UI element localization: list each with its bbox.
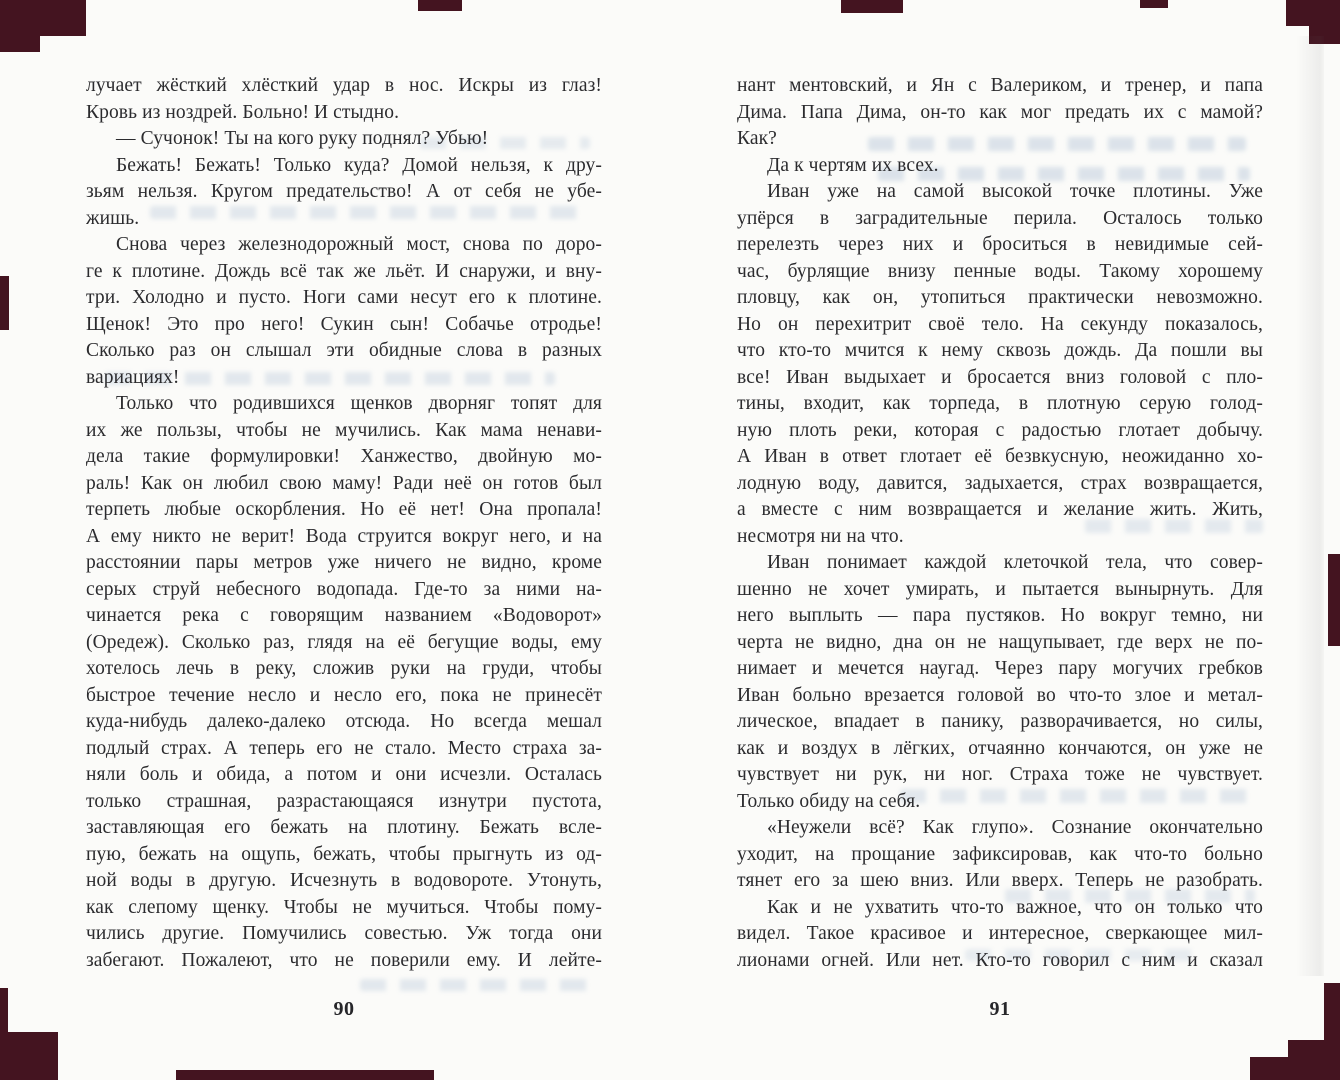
text-line: пую, бежать на ощупь, бежать, чтобы прыгнуть из од-	[86, 843, 602, 865]
scan-background-mark	[0, 34, 40, 52]
scan-background-mark	[1286, 0, 1340, 26]
text-line: Снова через железнодорожный мост, снова по доро-	[116, 234, 602, 255]
text-line: Щенок! Это про него! Сукин сын! Собачье отродье!	[86, 313, 602, 335]
scan-background-mark	[1328, 554, 1340, 646]
text-line: раль! Как он любил свою маму! Ради неё он готов был	[86, 472, 602, 494]
page-edge-shading	[1296, 36, 1324, 976]
text-line: несмотря ни на что.	[737, 525, 904, 547]
text-line: «Неужели всё? Как глупо». Сознание окончательно	[767, 817, 1263, 838]
text-line: что кто-то мчится к нему сквозь дождь. Да пошли вы	[737, 340, 1263, 361]
text-line: дела такие формулировки! Ханжество, двойную мо-	[86, 446, 602, 467]
text-line: серых струй небесного водопада. Где-то за ними на-	[86, 578, 602, 600]
text-line: (Оредеж). Сколько раз, глядя на её бегущие воды, ему	[86, 631, 602, 653]
scan-background-mark	[0, 276, 9, 330]
text-line: Иван понимает каждой клеточкой тела, что совер-	[767, 552, 1263, 573]
text-line: зьям нельзя. Кругом предательство! А от себя не убе-	[86, 181, 602, 202]
text-line: Да к чертям их всех.	[767, 154, 939, 176]
text-line: него выплыть — пара пустяков. Но вокруг темно, ни	[737, 605, 1263, 626]
text-line: как слепому щенку. Чтобы не мучиться. Чтобы пому-	[86, 896, 602, 918]
text-line: жишь.	[86, 207, 140, 229]
text-line: перелезть через них и броситься в невидимые сей-	[737, 234, 1263, 255]
page-number-left: 90	[333, 998, 355, 1020]
text-line: упёрся в заградительные перила. Осталось только	[737, 207, 1263, 229]
text-line: Но он перехитрит своё тело. На секунду показалось,	[737, 313, 1263, 335]
text-line: видел. Такое красивое и интересное, сверкающее мил-	[737, 923, 1263, 944]
text-line: Сколько раз он слышал эти обидные слова в разных	[86, 340, 602, 361]
text-line: все! Иван выдыхает и бросается вниз головой с пло-	[737, 366, 1263, 388]
text-line: Иван уже на самой высокой точке плотины. Уже	[767, 181, 1263, 202]
text-line: час, бурлящие внизу пенные воды. Такому хорошему	[737, 260, 1263, 282]
scan-background-mark	[0, 988, 8, 1034]
text-line: куда-нибудь далеко-далеко отсюда. Но всегда мешал	[86, 711, 602, 732]
text-line: ной воды в другую. Исчезнуть в водовороте. Утонуть,	[86, 870, 602, 891]
text-line: хотелось лечь в реку, сложив руки на груди, чтобы	[86, 658, 602, 679]
text-line: вариациях!	[86, 366, 180, 388]
text-line: тянет его за шею вниз. Или вверх. Теперь не разобрать.	[737, 870, 1263, 891]
scan-background-mark	[0, 1032, 58, 1080]
text-line: лодную воду, давится, задыхается, страх возвращается,	[737, 472, 1263, 494]
text-line: терпеть любые оскорбления. Но её нет! Она пропала!	[86, 499, 602, 520]
scan-background-mark	[1250, 1057, 1340, 1080]
text-line: чинается река с говорящим названием «Водоворот»	[86, 605, 602, 626]
text-line: забегают. Пожалеют, что не поверили ему. И лейте-	[86, 949, 602, 971]
text-line: Как?	[737, 128, 777, 149]
text-line: тины, входит, как торпеда, в плотную серую голод-	[737, 393, 1263, 414]
text-line: Как и не ухватить что-то важное, что он только что	[767, 896, 1263, 918]
text-line: А ему никто не верит! Вода струится вокруг него, и на	[86, 525, 602, 547]
text-line: Только обиду на себя.	[737, 790, 921, 812]
text-line: их же пользы, чтобы не мучились. Как мама ненави-	[86, 419, 602, 441]
text-line: лионами огней. Или нет. Кто-то говорил с ним и сказал	[737, 949, 1263, 971]
text-line: заставляющая его бежать на плотину. Бежать всле-	[86, 817, 602, 838]
scan-background-mark	[1140, 0, 1168, 8]
text-line: уходит, на прощание зафиксировав, как что-то больно	[737, 843, 1263, 865]
scan-background-mark	[418, 0, 462, 11]
scan-background-mark	[176, 1070, 434, 1080]
text-line: А Иван в ответ глотает её безвкусную, неожиданно хо-	[737, 446, 1263, 467]
text-line: расстоянии пары метров уже ничего не видно, кроме	[86, 552, 602, 573]
text-line: няли боль и обида, а потом и они исчезли. Осталась	[86, 764, 602, 785]
bleedthrough-ghost-text	[360, 979, 600, 991]
text-line: — Сучонок! Ты на кого руку поднял? Убью!	[116, 128, 489, 149]
text-line: подлый страх. А теперь его не стало. Место страха за-	[86, 737, 602, 759]
page-number-right: 91	[989, 998, 1011, 1020]
text-line: три. Холодно и пусто. Ноги сами несут его к плотине.	[86, 287, 602, 308]
text-line: пловцу, как он, утопиться практически невозможно.	[737, 287, 1263, 308]
text-line: только страшная, разрастающаяся изнутри пустота,	[86, 790, 602, 812]
text-line: как и воздух в лёгких, отчаянно кончаются, он уже не	[737, 737, 1263, 759]
left-page-text	[86, 73, 602, 974]
text-line: Дима. Папа Дима, он-то как мог предать их с мамой?	[737, 101, 1263, 123]
text-line: шенно не хочет умирать, и пытается вынырнуть. Для	[737, 578, 1263, 600]
text-line: быстрое течение несло и несло его, пока не принесёт	[86, 684, 602, 706]
text-line: Бежать! Бежать! Только куда? Домой нельзя, к дру-	[116, 154, 602, 176]
text-line: Кровь из ноздрей. Больно! И стыдно.	[86, 101, 400, 123]
text-line: ную плоть реки, которая с радостью глотает добычу.	[737, 419, 1263, 441]
scan-background-mark	[841, 0, 903, 13]
text-line: лическое, впадает в панику, разворачивается, но силы,	[737, 711, 1263, 732]
text-line: Иван больно врезается головой во что-то злое и метал-	[737, 684, 1263, 706]
text-line: ге к плотине. Дождь всё так же льёт. И снаружи, и вну-	[86, 260, 602, 282]
text-line: нимает и мечется наугад. Через пару могучих гребков	[737, 658, 1263, 679]
text-line: а вместе с ним возвращается и желание жить. Жить,	[737, 499, 1263, 520]
text-line: лучает жёсткий хлёсткий удар в нос. Искры из глаз!	[86, 75, 602, 96]
text-line: чились другие. Помучились совестью. Уж тогда они	[86, 923, 602, 944]
text-line: черта не видно, дна он не нащупывает, где верх не по-	[737, 631, 1263, 653]
text-line: нант ментовский, и Ян с Валериком, и тренер, и папа	[737, 75, 1263, 96]
right-page-text	[737, 73, 1263, 974]
text-line: Только что родившихся щенков дворняг топят для	[116, 393, 602, 414]
text-line: чувствует ни рук, ни ног. Страха тоже не чувствует.	[737, 764, 1263, 785]
scan-background-mark	[0, 0, 86, 36]
